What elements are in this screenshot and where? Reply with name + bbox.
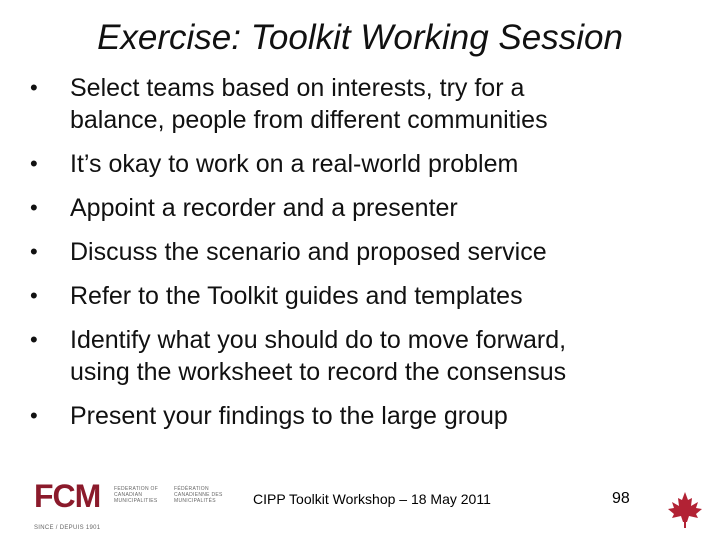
bullet-text: Appoint a recorder and a presenter <box>70 194 458 222</box>
bullet-text: Identify what you should do to move forward, <box>70 326 567 354</box>
bullet-text-continued: balance, people from different communities <box>70 106 548 134</box>
bullet-item <box>26 192 706 224</box>
bullet-icon: • <box>30 195 38 220</box>
bullet-text: It’s okay to work on a real-world problem <box>70 150 519 178</box>
fcm-logo-english: FEDERATION OF CANADIAN MUNICIPALITIES <box>114 486 159 504</box>
fcm-logo-since: SINCE / DEPUIS 1901 <box>34 525 101 531</box>
bullet-item <box>26 324 706 388</box>
slide-footer <box>0 470 720 540</box>
bullet-item <box>26 280 706 312</box>
bullet-icon: • <box>30 327 38 352</box>
maple-leaf-icon <box>665 490 705 530</box>
bullet-text: Refer to the Toolkit guides and templates <box>70 282 523 310</box>
bullet-item <box>26 72 706 136</box>
slide-title: Exercise: Toolkit Working Session <box>97 18 623 57</box>
page-number: 98 <box>612 490 630 507</box>
bullet-icon: • <box>30 75 38 100</box>
fcm-logo-french: FÉDÉRATION CANADIENNE DES MUNICIPALITÉS <box>174 486 223 504</box>
bullet-list <box>26 72 706 444</box>
bullet-text: Discuss the scenario and proposed service <box>70 238 547 266</box>
bullet-text-continued: using the worksheet to record the consensus <box>70 358 567 386</box>
fcm-logo <box>34 478 234 538</box>
footer-workshop-text: CIPP Toolkit Workshop – 18 May 2011 <box>253 491 491 507</box>
bullet-text: Present your findings to the large group <box>70 402 508 430</box>
fcm-logo-mark: FCM <box>34 478 101 514</box>
bullet-icon: • <box>30 151 38 176</box>
bullet-item <box>26 148 706 180</box>
bullet-icon: • <box>30 239 38 264</box>
bullet-icon: • <box>30 283 38 308</box>
bullet-icon: • <box>30 403 38 428</box>
bullet-text: Select teams based on interests, try for a <box>70 74 525 102</box>
bullet-item <box>26 236 706 268</box>
bullet-item <box>26 400 706 432</box>
